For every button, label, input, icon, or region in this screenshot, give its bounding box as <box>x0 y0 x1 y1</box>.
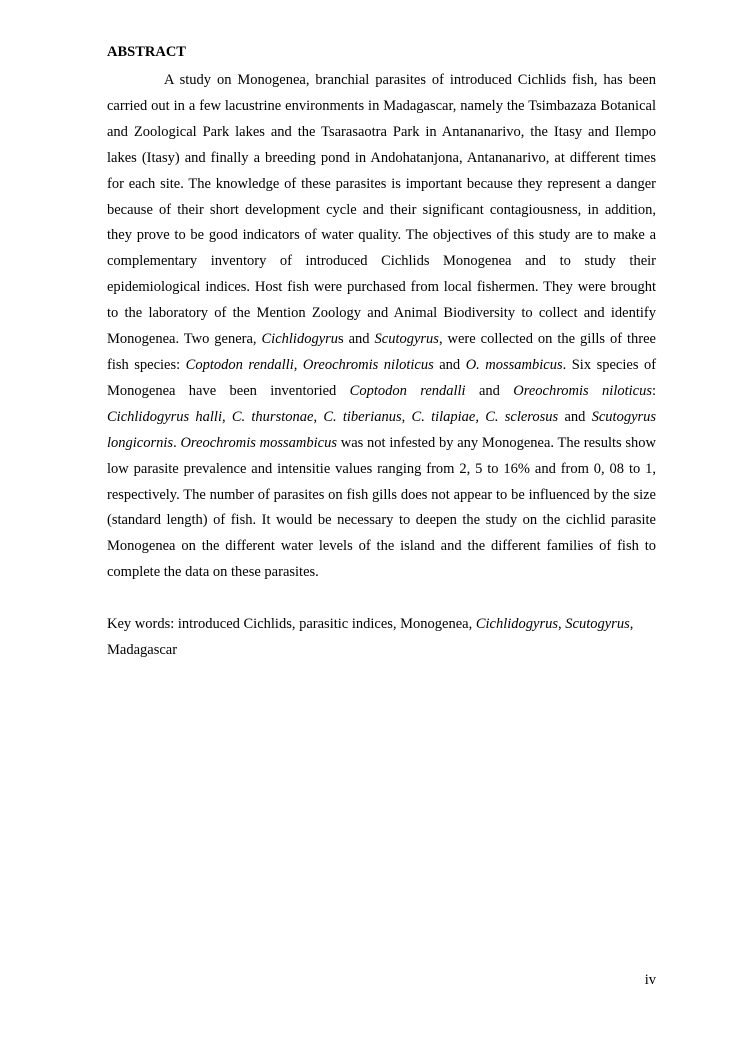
abstract-text: and <box>558 408 592 425</box>
keywords-text: , Madagascar <box>107 616 634 659</box>
abstract-text: , <box>293 356 303 373</box>
keywords-text: Key words: introduced Cichlids, parasitic indices, Monogenea, <box>107 616 476 633</box>
abstract-text: , <box>222 408 232 425</box>
keyword-genus: Cichlidogyrus <box>475 616 559 633</box>
abstract-text: , <box>313 408 324 425</box>
genus-name: Scutogyrus <box>374 331 439 348</box>
abstract-page <box>107 42 656 664</box>
section-heading: ABSTRACT <box>107 44 186 60</box>
species-name: Coptodon rendalli <box>185 356 294 373</box>
abstract-text: A study on Monogenea, branchial parasites of introduced Cichlids fish, has been carried out in a few lacustrine environments in Madagascar, namely the Tsimbazaza Botanical and Zoological Park lakes and the Tsarasaotra Park in Antananarivo, the Itasy and Ilempo lakes (Itasy) and finally a breeding pond in Andohatanjona, Antananarivo, at different times for each site. The knowledge of these parasites is important because they represent a danger because of their short development cycle and their significant contagiousness, in addition, they prove to be good indicators of water quality. The objectives of this study are to make a complementary inventory of introduced Cichlids Monogenea and to study their epidemiological indices. Host fish were purchased from local fishermen. They were brought to the laboratory of the Mention Zoology and Animal Biodiversity to collect and identify Monogenea. Two genera, <box>107 72 656 348</box>
abstract-text: : <box>652 382 657 399</box>
abstract-text: . Six species of Monogenea have been inventoried <box>107 356 657 399</box>
abstract-text: and <box>433 356 466 373</box>
abstract-text: , were collected on the gills of three fish species: <box>107 331 656 373</box>
keywords-text: , <box>558 616 566 633</box>
species-name: Oreochromis mossambicus <box>180 434 337 451</box>
abstract-text: s and <box>338 331 375 348</box>
abstract-paragraph <box>107 68 656 586</box>
abstract-text: . <box>173 434 181 451</box>
abstract-text: and <box>465 382 514 399</box>
abstract-text: , <box>401 408 412 425</box>
keywords-line <box>107 612 656 664</box>
genus-name: Cichlidogyru <box>261 331 339 348</box>
page-number: iv <box>644 972 656 988</box>
species-name: Scutogyrus longicornis <box>107 408 657 451</box>
species-name: Coptodon rendalli <box>349 382 466 399</box>
species-name: O. mossambicus <box>465 356 563 373</box>
abstract-text: was not infested by any Monogenea. The results show low parasite prevalence and intensitie values ranging from 2, 5 to 16% and from 0, 08 to 1, respectively. The number of parasites on fish gills does not appear to be influenced by the size (standard length) of fish. It would be necessary to deepen the study on the cichlid parasite Monogenea on the different water levels of the island and the different families of fish to complete the data on these parasites. <box>107 434 657 581</box>
species-name: C. tiberianus <box>323 408 402 425</box>
species-name: C. tilapiae, C. sclerosus <box>411 408 559 425</box>
keyword-genus: Scutogyrus <box>565 616 630 633</box>
species-name: Cichlidogyrus halli <box>107 408 222 425</box>
species-name: Oreochromis niloticus <box>513 382 652 399</box>
species-name: C. thurstonae <box>231 408 314 425</box>
species-name: Oreochromis niloticus <box>302 356 434 373</box>
